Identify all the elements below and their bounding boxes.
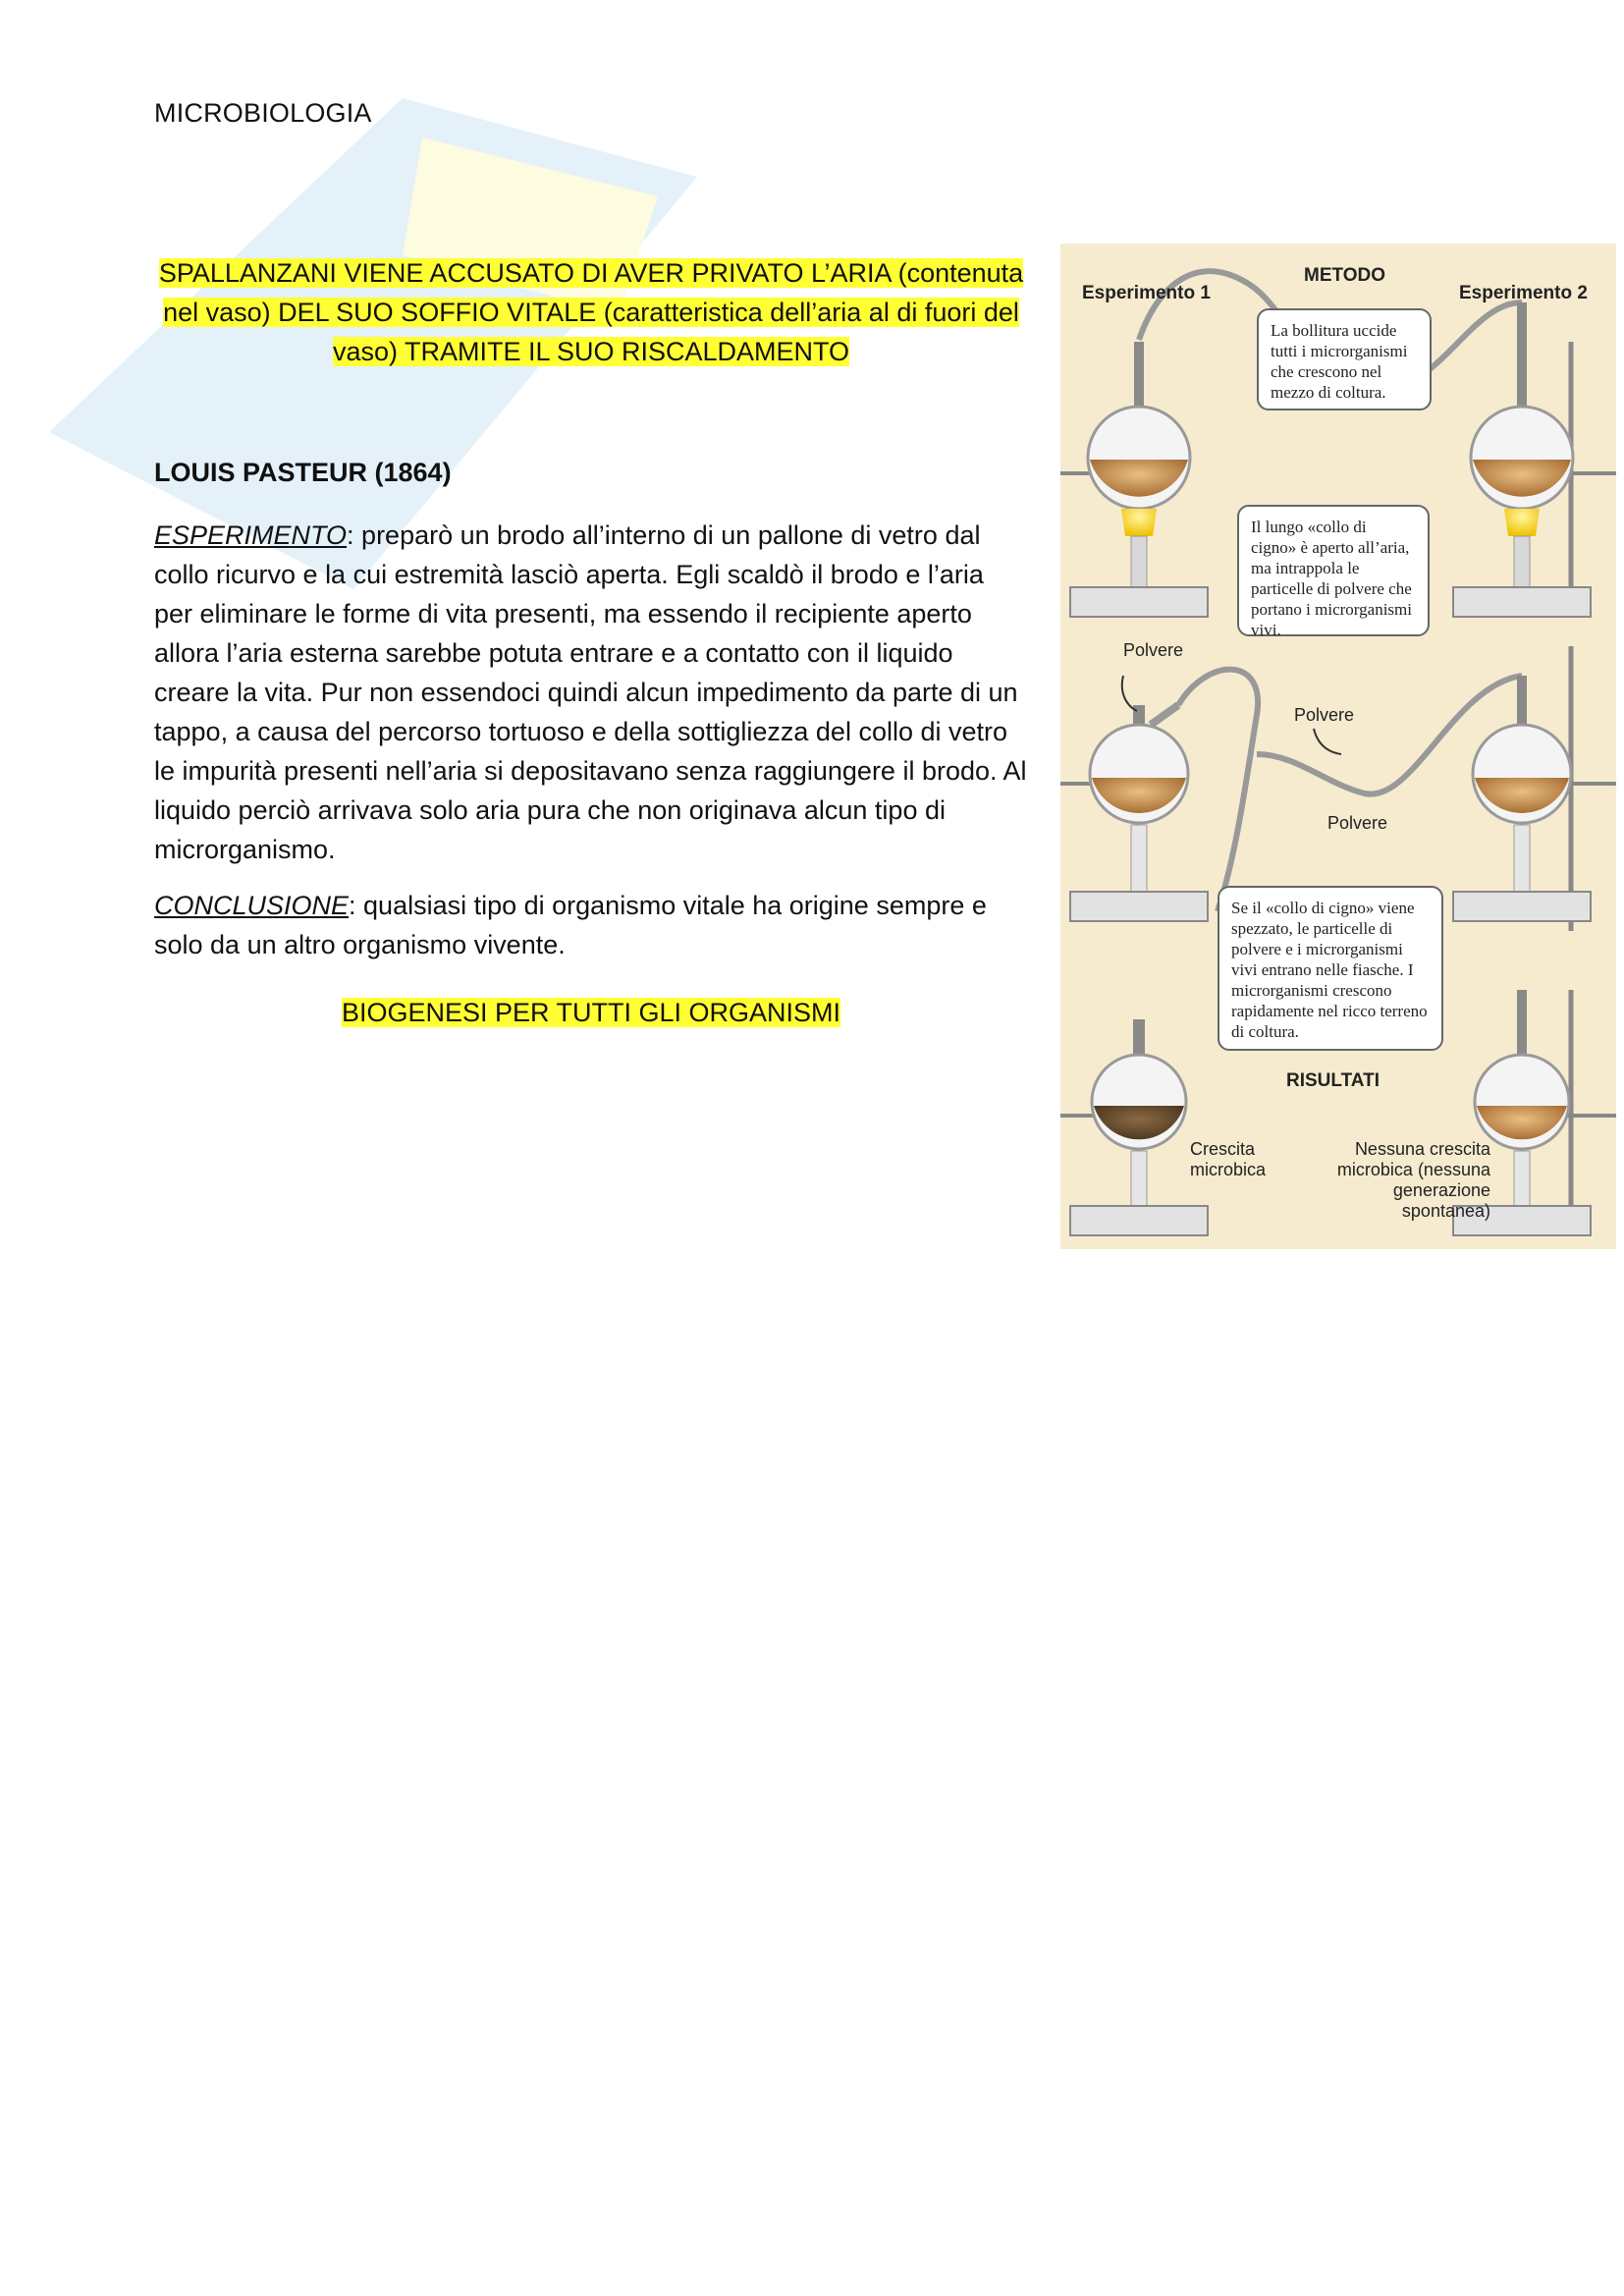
experiment-paragraph xyxy=(154,516,1028,869)
figure-no-growth-label: Nessuna crescita microbica (nessuna generazione spontanea) xyxy=(1336,1139,1490,1221)
callout-swan-neck: Il lungo «collo di cigno» è aperto all’aria, ma intrappola le particelle di polvere che portano i microrganismi vivi. xyxy=(1237,505,1430,636)
conclusion-label: CONCLUSIONE xyxy=(154,891,350,920)
final-statement xyxy=(154,998,1028,1028)
figure-method-label: METODO xyxy=(1304,265,1386,286)
experiment-label: ESPERIMENTO xyxy=(154,520,348,550)
figure-dust-label-1: Polvere xyxy=(1123,640,1184,660)
section-title: LOUIS PASTEUR (1864) xyxy=(154,458,452,487)
callout-broken-neck: Se il «collo di cigno» viene spezzato, le particelle di polvere e i microrganismi vivi entrano nelle fiasche. I microrganismi crescono rapidamente nel ricco terreno di coltura. xyxy=(1218,886,1443,1051)
conclusion-paragraph xyxy=(154,886,1028,964)
figure-dust-label-3: Polvere xyxy=(1327,813,1388,833)
final-text: BIOGENESI PER TUTTI GLI ORGANISMI xyxy=(341,998,841,1027)
conclusion-text: : qualsiasi tipo di organismo vitale ha origine sempre e solo da un altro organismo vivente. xyxy=(154,891,987,959)
intro-highlight xyxy=(154,253,1028,371)
document-header: MICROBIOLOGIA xyxy=(154,98,372,128)
figure-growth-label: Crescita microbica xyxy=(1190,1139,1267,1179)
pasteur-experiment-figure xyxy=(1060,244,1616,1249)
figure-results-label: RISULTATI xyxy=(1286,1070,1380,1091)
callout-boiling: La bollitura uccide tutti i microrganismi che crescono nel mezzo di coltura. xyxy=(1257,308,1432,410)
intro-text: SPALLANZANI VIENE ACCUSATO DI AVER PRIVATO L’ARIA (contenuta nel vaso) DEL SUO SOFFIO VITALE (caratteristica dell’aria al di fuori del vaso) TRAMITE IL SUO RISCALDAMENTO xyxy=(158,258,1024,366)
experiment-text: : preparò un brodo all’interno di un pallone di vetro dal collo ricurvo e la cui estremità lasciò aperta. Egli scaldò il brodo e l’aria per eliminare le forme di vita presenti, ma essendo il recipiente aperto allora l’aria esterna sarebbe potuta entrare e a contatto con il liquido creare la vita. Pur non essendoci quindi alcun impedimento da parte di un tappo, a causa del percorso tortuoso e della sottigliezza del collo di vetro le impurità presenti nell’aria si depositavano senza raggiungere il brodo. Al liquido perciò arrivava solo aria pura che non originava alcun tipo di microrganismo. xyxy=(154,520,1027,864)
figure-exp2-label: Esperimento 2 xyxy=(1459,283,1588,303)
figure-exp1-label: Esperimento 1 xyxy=(1082,283,1211,303)
figure-dust-label-2: Polvere xyxy=(1294,705,1355,725)
